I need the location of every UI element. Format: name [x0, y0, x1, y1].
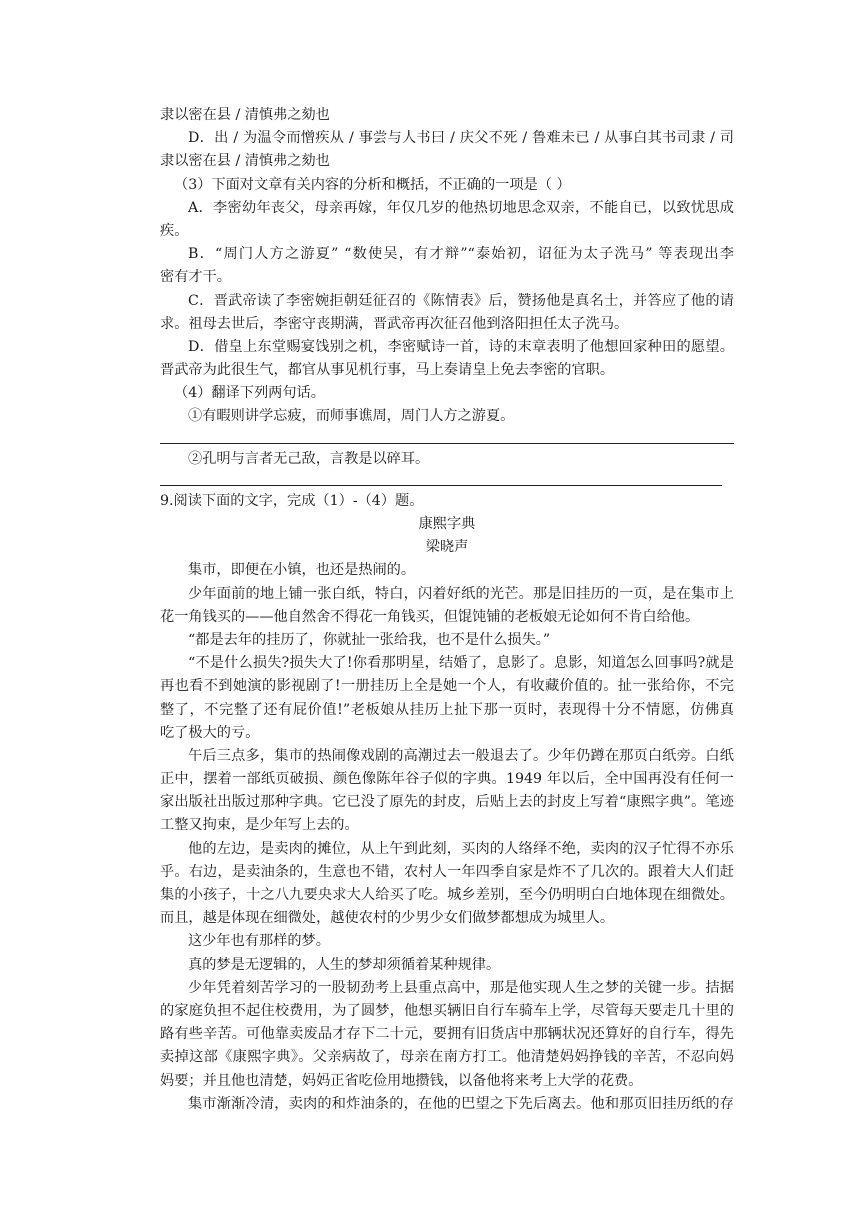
paragraph: 集市渐渐冷清，卖肉的和炸油条的，在他的巴望之下先后离去。他和那页旧挂历纸的存	[188, 1095, 734, 1112]
text-line: 再也看不到她演的影视剧了!一册挂历上全是她一个人，有收藏价值的。扯一张给你，不完	[160, 678, 734, 695]
paragraph: 真的梦是无逻辑的，人生的梦却须循着某种规律。	[188, 956, 501, 973]
option-d-line: D．借皇上东堂赐宴饯别之机，李密赋诗一首，诗的末章表明了他想回家种田的愿望。	[188, 338, 734, 355]
paragraph: “都是去年的挂历了，你就扯一张给我，也不是什么损失。”	[188, 631, 551, 648]
option-d-line: D．出 / 为温令而憎疾从 / 事尝与人书曰 / 庆父不死 / 鲁难未已 / 从事白其书司隶 / 司	[188, 130, 734, 147]
text-line: 隶以密在县 / 清慎弗之劾也	[160, 107, 330, 123]
text-line: 妈要；并且他也清楚，妈妈正省吃俭用地攒钱，以备他将来考上大学的花费。	[160, 1072, 643, 1089]
text-line: 的家庭负担不起住校费用，为了圆梦，他想买辆旧自行车骑车上学，尽管每天要走几十里的	[160, 1002, 734, 1019]
text-line: 整了，不完整了还有屁价值!”老板娘从挂历上扯下那一页时，表现得十分不情愿，仿佛真	[160, 701, 734, 718]
text-line: 家出版社出版过那种字典。它已没了原先的封皮，后贴上去的封皮上写着“康熙字典”。笔迹	[160, 794, 734, 811]
text-line: 工整又拘束，是少年写上去的。	[160, 817, 359, 834]
text-line: 正中，摆着一部纸页破损、颜色像陈年谷子似的字典。1949 年以后，全中国再没有任何一	[160, 771, 734, 788]
article-title: 康熙字典	[418, 516, 476, 532]
answer-line-2[interactable]	[160, 471, 722, 486]
text-line: 而且，越是体现在细微处，越使农村的少男少女们做梦都想成为城里人。	[160, 910, 615, 927]
text-line: 路有些辛苦。可他靠卖废品才存下二十元，要拥有旧货店中那辆状况还算好的自行车，得先	[160, 1026, 734, 1043]
article-author: 梁晓声	[425, 539, 469, 556]
document-page	[160, 104, 734, 1116]
option-c-line: C．晋武帝读了李密婉拒朝廷征召的《陈情表》后，赞扬他是真名士，并答应了他的请	[188, 292, 734, 309]
translate-sentence-1: ①有暇则讲学忘疲，而师事谯周，周门人方之游夏。	[188, 408, 515, 425]
paragraph: 少年面前的地上铺一张白纸，特白，闪着好纸的光芒。那是旧挂历的一页，是在集市上	[188, 585, 734, 602]
question-4-stem: （4）翻译下列两句话。	[174, 385, 325, 402]
text-line: 疾。	[160, 222, 189, 239]
text-line: 吃了极大的亏。	[160, 724, 260, 741]
text-line: 集的小孩子，十之八九要央求大人给买了吃。城乡差别，至今仍明明白白地体现在细微处。	[160, 887, 734, 903]
text-line: 花一角钱买的——他自然舍不得花一角钱买，但馄饨铺的老板娘无论如何不肯白给他。	[160, 608, 700, 625]
text-line: 求。祖母去世后，李密守丧期满，晋武帝再次征召他到洛阳担任太子洗马。	[160, 315, 629, 332]
question-3-stem: （3）下面对文章有关内容的分析和概括，不正确的一项是（ ）	[174, 176, 571, 193]
option-b-line: B．“周门人方之游夏” “数使吴，有才辩”“泰始初，诏征为太子洗马” 等表现出李	[188, 246, 734, 263]
paragraph: 他的左边，是卖肉的摊位，从上午到此刻，买肉的人络绎不绝，卖肉的汉子忙得不亦乐	[188, 840, 734, 857]
paragraph: “不是什么损失?损失大了!你看那明星，结婚了，息影了。息影，知道怎么回事吗?就是	[188, 655, 734, 672]
translate-sentence-2: ②孔明与言者无己敌，言教是以碎耳。	[188, 450, 430, 467]
paragraph: 少年凭着刻苦学习的一股韧劲考上县重点高中，那是他实现人生之梦的关键一步。拮据	[188, 979, 734, 996]
text-line: 隶以密在县 / 清慎弗之劾也	[160, 153, 330, 170]
question-9-stem: 9.阅读下面的文字，完成（1）-（4）题。	[160, 492, 424, 509]
answer-line-1[interactable]	[160, 429, 734, 444]
text-line: 乎。右边，是卖油条的，生意也不错，农村人一年四季自家是炸不了几次的。跟着大人们赶	[160, 863, 734, 880]
text-line: 卖掉这部《康熙字典》。父亲病故了，母亲在南方打工。他清楚妈妈挣钱的辛苦，不忍向妈	[160, 1049, 734, 1066]
paragraph: 午后三点多，集市的热闹像戏剧的高潮过去一般退去了。少年仍蹲在那页白纸旁。白纸	[188, 747, 734, 764]
paragraph: 集市，即便在小镇，也还是热闹的。	[188, 562, 416, 579]
paragraph: 这少年也有那样的梦。	[188, 933, 330, 950]
text-line: 晋武帝为此很生气，都官从事见机行事，马上奏请皇上免去李密的官职。	[160, 362, 615, 379]
option-a-line: A．李密幼年丧父，母亲再嫁，年仅几岁的他热切地思念双亲，不能自已，以致忧思成	[188, 199, 734, 216]
text-line: 密有才干。	[160, 269, 231, 286]
